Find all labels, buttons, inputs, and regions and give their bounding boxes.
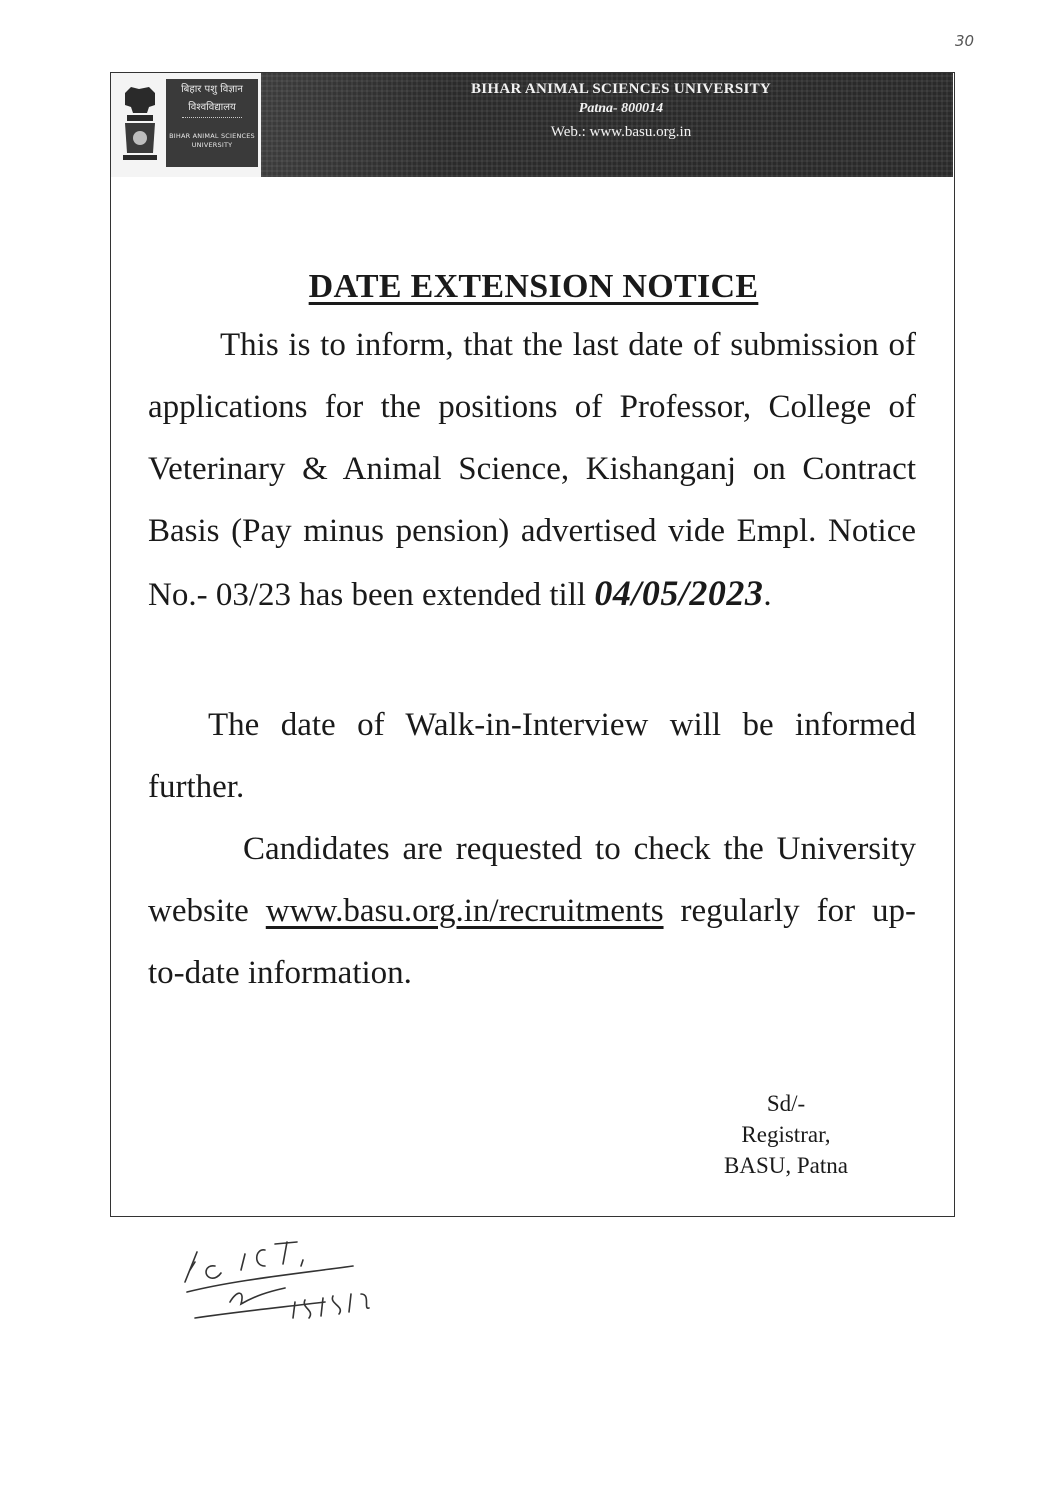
- notice-paragraph-3: [148, 818, 916, 1004]
- emblem-icon: [119, 83, 161, 163]
- paragraph-1-text: This is to inform, that the last date of submission of applications for the positions of Professor, College of Veterinary & Animal Science, Kishanganj on Contract Basis (Pay minus pension) advertised vide Empl. Notice No.- 03/23 has been extended till: [148, 327, 916, 613]
- paragraph-1-period: .: [763, 577, 772, 613]
- signature-sd: Sd/-: [766, 1091, 806, 1116]
- notice-paragraph-1: [148, 314, 916, 626]
- logo-hindi-line2: विश्वविद्यालय: [188, 102, 236, 113]
- university-city: Patna- 800014: [578, 101, 664, 116]
- logo-text-panel: [166, 79, 258, 167]
- notice-frame: [110, 72, 955, 1217]
- signature-block: [676, 1088, 896, 1181]
- logo-english: BIHAR ANIMAL SCIENCES UNIVERSITY: [169, 132, 255, 149]
- university-website: Web.: www.basu.org.in: [550, 124, 692, 140]
- university-name: BIHAR ANIMAL SCIENCES UNIVERSITY: [470, 81, 772, 97]
- signature-designation: Registrar,: [741, 1122, 831, 1147]
- notice-title: DATE EXTENSION NOTICE: [308, 268, 759, 305]
- page-number: 30: [955, 32, 975, 50]
- logo-hindi-line1: बिहार पशु विज्ञान: [181, 84, 243, 95]
- letterhead-banner: [111, 73, 953, 177]
- notice-paragraph-2: The date of Walk-in-Interview will be informed further.: [148, 707, 916, 805]
- paragraph-3-before: Candidates are requested to check the University website: [148, 831, 916, 929]
- logo-divider: [182, 117, 242, 118]
- recruitment-link[interactable]: www.basu.org.in/recruitments: [265, 893, 664, 929]
- extended-date: 04/05/2023: [594, 573, 764, 613]
- letterhead-text: [341, 79, 901, 145]
- handwritten-annotation: [175, 1230, 395, 1330]
- university-logo: [111, 73, 261, 177]
- signature-office: BASU, Patna: [724, 1153, 848, 1178]
- paragraph-3-after: regularly for up-to-date information.: [148, 893, 917, 991]
